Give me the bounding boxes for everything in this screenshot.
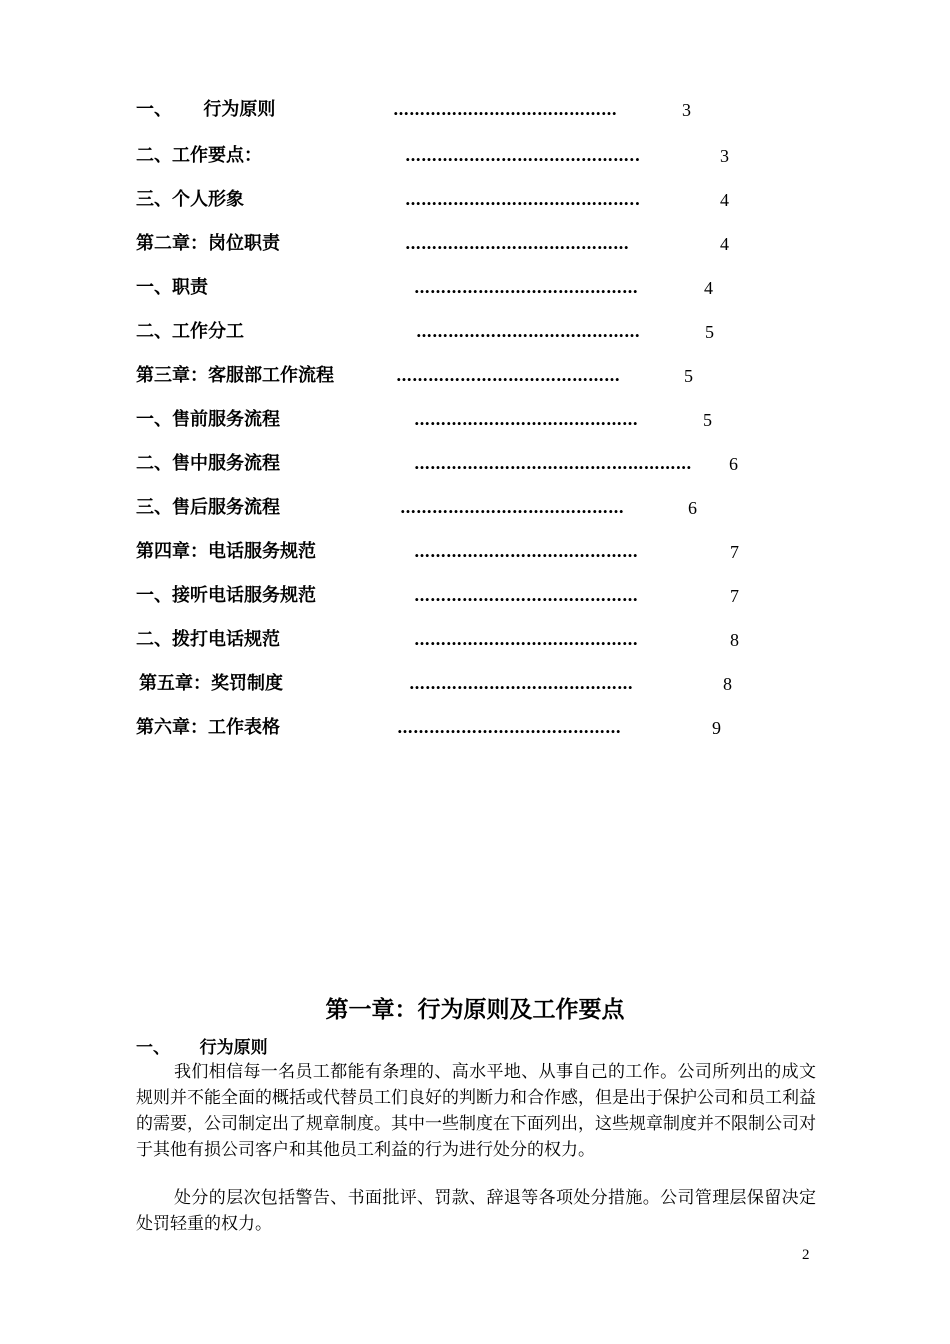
toc-entry [0,409,950,439]
page-number: 2 [802,1247,810,1263]
toc-entry-label: 一、 行为原则 [136,99,276,120]
toc-entry [0,585,950,615]
toc-entry-leader: …………………………………… [396,366,620,385]
toc-entry-label: 二、工作分工 [136,321,244,342]
toc-entry-label: 二、售中服务流程 [136,453,280,474]
toc-entry-label: 一、接听电话服务规范 [136,585,316,606]
toc-entry-label: 一、售前服务流程 [136,409,280,430]
toc-entry-label: 第二章：岗位职责 [136,233,280,254]
toc-entry-leader: …………………………………… [393,100,617,119]
toc-entry [0,233,950,263]
toc-entry-page: 8 [730,630,739,650]
toc-entry-label: 二、拨打电话规范 [136,629,280,650]
toc-entry-leader: ……………………………….…………… [414,454,692,473]
body-paragraph: 我们相信每一名员工都能有条理的、高水平地、从事自己的工作。公司所列出的成文规则并不能全面的概括或代替员工们良好的判断力和合作感，但是出于保护公司和员工利益的需要，公司制定出了规章制度。其中一些制度在下面列出，这些规章制度并不限制公司对于其他有损公司客户和其他员工利益的行为进行处分的权力。 [136,1062,816,1160]
toc-entry-page: 7 [730,542,739,562]
toc-entry-page: 4 [704,278,713,298]
toc-entry-label: 第六章：工作表格 [136,717,280,738]
body-paragraph: 处分的层次包括警告、书面批评、罚款、辞退等各项处分措施。公司管理层保留决定处罚轻重的权力。 [136,1188,816,1234]
toc-entry-page: 4 [720,190,729,210]
toc-entry-label: 二、工作要点： [136,145,262,166]
toc-entry-page: 6 [729,454,738,474]
toc-entry-leader: …………………………………… [414,542,638,561]
toc-entry [0,629,950,659]
toc-entry [0,541,950,571]
toc-entry-page: 4 [720,234,729,254]
toc-entry-label: 第四章：电话服务规范 [136,541,316,562]
section-heading: 一、 行为原则 [136,1038,268,1058]
toc-entry-leader: …………………………………… [400,498,624,517]
toc-entry-leader: …………………………………… [414,630,638,649]
toc-entry-leader: …………………………………… [416,322,640,341]
toc-entry-page: 5 [703,410,712,430]
toc-entry-leader: …………………………………… [405,234,629,253]
toc-entry-page: 3 [682,100,691,120]
toc-entry [0,497,950,527]
toc-entry-page: 6 [688,498,697,518]
toc-entry [0,673,950,703]
toc-entry-leader: …………………………………… [397,718,621,737]
toc-entry [0,321,950,351]
toc-entry-label: 三、个人形象 [136,189,244,210]
chapter-title: 第一章：行为原则及工作要点 [325,997,625,1023]
toc-entry [0,717,950,747]
toc-entry-leader: …………………………………… [409,674,633,693]
toc-entry [0,277,950,307]
toc-entry-label: 一、职责 [136,277,208,298]
toc-entry-page: 9 [712,718,721,738]
toc-entry [0,453,950,483]
toc-entry [0,99,950,129]
toc-entry-leader: …………………………………….. [405,190,641,209]
toc-entry-leader: …………………………………… [414,410,638,429]
toc-entry-page: 5 [705,322,714,342]
toc-entry [0,189,950,219]
toc-entry-page: 7 [730,586,739,606]
toc-entry-leader: …………………………………….. [405,146,641,165]
toc-entry-page: 5 [684,366,693,386]
toc-entry-leader: …………………………………… [414,278,638,297]
toc-entry-label: 三、售后服务流程 [136,497,280,518]
toc-entry-leader: …………………………………… [414,586,638,605]
toc-entry-page: 8 [723,674,732,694]
toc-entry [0,145,950,175]
toc-entry [0,365,950,395]
toc-entry-page: 3 [720,146,729,166]
toc-entry-label: 第三章：客服部工作流程 [136,365,334,386]
toc-entry-label: 第五章：奖罚制度 [139,673,283,694]
